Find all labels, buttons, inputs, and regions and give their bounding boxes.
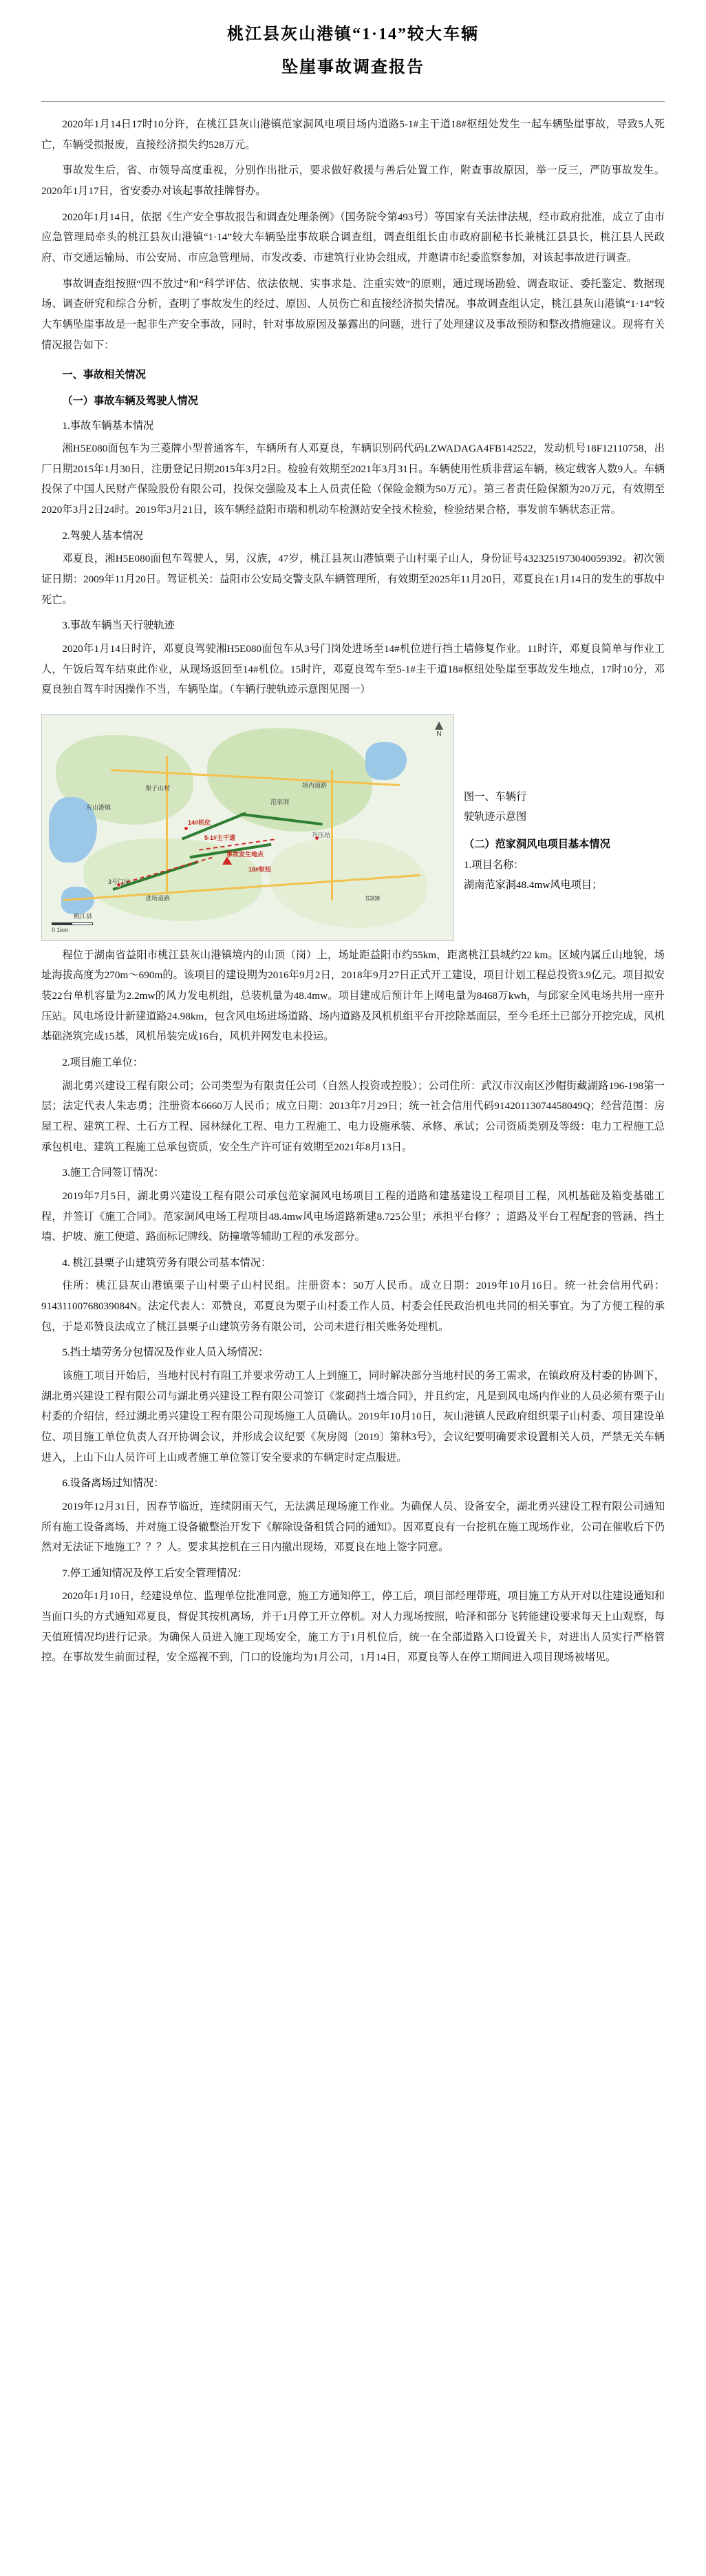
subsection-heading-contractor: 2.项目施工单位：: [62, 1057, 144, 1069]
map-label: 5-1#主干道: [204, 834, 236, 841]
subsection-heading-track: 3.事故车辆当天行驶轨迹: [62, 620, 175, 632]
map-label: 进场道路: [145, 894, 171, 902]
contractor-info-text: 湖北勇兴建设工程有限公司；公司类型为有限责任公司（自然人投资或控股）；公司住所：武汉市汉南区沙帽街藏湖路196-198第一层；法定代表人朱志勇；注册资本6660万人民币；成立日期：2013年7月29日；统一社会信用代码91420113074458049Q；经营范围：房屋工程、建筑工程、土石方工程、园林绿化工程、电力工程施工、电力设施承装、承修、承试；公司资质类别及等级：电力工程施工总承包机电、建筑工程施工总承包资质，安全生产许可证有效期至2021年8月13日。: [41, 1079, 665, 1153]
intro-paragraph-1: 2020年1月14日17时10分许，在桃江县灰山港镇范家洞风电项目场内道路5-1#主干道18#枢纽处发生一起车辆坠崖事故，导致5人死亡，车辆受损报废，直接经济损失约528万元。: [41, 118, 665, 151]
equipment-removal-text: 2019年12月31日，因春节临近，连续阴雨天气，无法满足现场施工作业。为确保人员、设备安全，湖北勇兴建设工程有限公司通知所有施工设备离场，并对施工设备辙整治开发下《解除设备租赁合同的通知》。因邓夏良有一台挖机在施工现场作业，公司在催收后下仍然对无法证下地施工？？？人。要求其挖机在三日内撤出现场，邓夏良在地上签字同意。: [41, 1500, 665, 1554]
section-heading-1: 一、事故相关情况: [62, 369, 146, 381]
map-label: 升压站: [312, 831, 331, 838]
map-label: 灰山港镇: [86, 803, 111, 811]
title-divider: [41, 101, 665, 102]
figure-caption-line1: 图一、车辆行: [464, 790, 527, 803]
subsection-heading-subcontract: 5.挡土墙劳务分包情况及作业人员入场情况：: [62, 1347, 269, 1359]
project-name-label: 1.项目名称：: [464, 858, 524, 871]
map-label: 范家洞: [270, 798, 290, 805]
map-label: S308: [365, 894, 381, 902]
map-point-marker: [184, 826, 189, 831]
map-label: 桃江县: [74, 912, 93, 920]
figure-caption-line2: 驶轨迹示意图: [464, 811, 527, 823]
page-title-line1: 桃江县灰山港镇“1·14”较大车辆: [226, 25, 479, 43]
figure-vehicle-track: [41, 714, 454, 941]
map-label: 栗子山村: [145, 784, 171, 792]
work-stoppage-text: 2020年1月10日，经建设单位、监理单位批准同意，施工方通知停工，停工后，项目部经理带班，项目施工方从开对以往建设通知和当面口头的方式通知邓夏良，督促其按机离场，并于1月停工开立停机。对人力现场按照，哈泽和部分飞转能建设要求每天上山观察，每天值班情况均进行记录。为确保人员进入施工现场安全，施工方于1月机位后，统一在全部道路入口设置关卡，对进出人员实行严格管控。在事故发生前面过程，安全巡视不到，门口的设施均为1月公司，1月14日，邓夏良等人在停工期间进入项目现场被堵见。: [41, 1590, 665, 1664]
driver-info-text: 邓夏良，湘H5E080面包车驾驶人，男，汉族，47岁，桃江县灰山港镇栗子山村栗子山人，身份证号4323251973040059392。初次领证日期：2009年11月20日。驾证机关：益阳市公安局交警支队车辆管理所，有效期至2025年11月20日，邓夏良在1月14日的发生的事故中死亡。: [41, 553, 665, 606]
figure-caption-side: [464, 706, 665, 896]
labor-company-text: 住所：桃江县灰山港镇栗子山村栗子山村民组。注册资本：50万人民币。成立日期：2019年10月16日。统一社会信用代码：91431100768039084N。法定代表人：邓赞良，邓夏良为栗子山村委工作人员、村委会任民政治机电共同的相关事宜。为了方便工程的承包，于是邓赞良法成立了桃江县栗子山建筑劳务有限公司，公司未进行相关账务处理机。: [41, 1280, 665, 1333]
contract-info-text: 2019年7月5日，湖北勇兴建设工程有限公司承包范家洞风电场项目工程的道路和建基建设工程项目工程，风机基础及箱变基础工程，并签订《施工合同》。范家洞风电场工程项目48.4mw风电场道路新建8.725公里；承担平台修？；道路及平台工程配套的管涵、挡土墙、护坡、施工便道、路面标记牌线、防撞墩等辅助工程的承发部分。: [41, 1190, 665, 1243]
vehicle-info-text: 湘H5E080面包车为三菱牌小型普通客车，车辆所有人邓夏良，车辆识别码代码LZWADAGA4FB142522，发动机号18F12110758，出厂日期2015年1月30日，注册登记日期2015年3月2日。检验有效期至2021年3月31日。车辆使用性质非营运车辆，核定载客人数9人。车辆投保了中国人民财产保险股份有限公司，投保交强险及本上人员责任险（保险金额为50万元）。第三者责任险保额为20万元，有效期至2020年3月2日24时。2019年3月21日，该车辆经益阳市瑞和机动车检测站安全技术检验，检验结果合格，事发前车辆状态正常。: [41, 443, 665, 516]
figure-and-sidetext-block: [41, 706, 665, 945]
subsection-heading-vehicle: 1.事故车辆基本情况: [62, 419, 154, 432]
subsection-heading-work-stoppage: 7.停工通知情况及停工后安全管理情况：: [62, 1567, 248, 1579]
subsection-heading-labor-company: 4. 桃江县栗子山建筑劳务有限公司基本情况：: [62, 1256, 272, 1269]
subcontract-text: 该施工项目开始后，当地村民村有阻工并要求劳动工人上到施工，同时解决部分当地村民的务工需求，在镇政府及村委的协调下，湖北勇兴建设工程有限公司与湖北勇兴建设工程有限公司签订《浆砌挡土墙合同》，并且约定，凡是到风电场内作业的人员必须有栗子山村委的介绍信，经过湖北勇兴建设工程有限公司现场施工人员确认。2019年10月10日，灰山港镇人民政府组织栗子山村委、项目建设单位、项目施工单位负责人召开协调会议，并形成会议纪要《灰房阅〔2019〕第林3号》，会议纪要明确要求设置相关人员，严禁无关车辆进入，上山下山人员许可上山或者施工单位签订安全要求的车辆定时定点服进。: [41, 1370, 665, 1464]
map-scale: [52, 922, 93, 933]
map-label: 18#枢纽: [248, 865, 272, 873]
map-label: 14#机位: [188, 819, 211, 826]
subsection-heading-equipment-removal: 6.设备离场过知情况：: [62, 1477, 164, 1490]
project-name-value: 湖南范家洞48.4mw风电项目；: [464, 879, 603, 891]
section-heading-1-2: （二）范家洞风电项目基本情况: [464, 838, 610, 851]
subsection-heading-contract: 3.施工合同签订情况：: [62, 1167, 164, 1179]
scale-label: 0 1km: [52, 926, 69, 933]
map-label: 场内道路: [302, 781, 328, 789]
map-road: [331, 770, 333, 900]
map-label: 事故发生地点: [226, 850, 264, 858]
section-heading-1-1: （一）事故车辆及驾驶人情况: [62, 394, 198, 407]
intro-paragraph-3: 2020年1月14日，依据《生产安全事故报告和调查处理条例》（国务院令第493号）等国家有关法律法规，经市政府批准，成立了由市应急管理局牵头的桃江县灰山港镇“1·14”较大车辆坠崖事故联合调查组，调查组组长由市政府副秘书长兼桃江县县长，桃江县人民政府、市交通运输局、市公安局、市应急管理局、市发改委、市建筑行业协会组成，并邀请市纪委监察参加，对该起事故进行调查。: [41, 211, 665, 264]
page-title-line2: 坠崖事故调查报告: [281, 58, 425, 76]
intro-paragraph-4: 事故调查组按照“四不放过”和“科学评估、依法依规、实事求是、注重实效”的原则，通过现场勘验、调查取证、委托鉴定、数据现场、调查研究和综合分析，查明了事故发生的经过、原因、人员伤亡和直接经济损失情况。事故调查组认定，桃江县灰山港镇“1·14”较大车辆坠崖事故是一起非生产安全事故，同时，针对事故原因及暴露出的问题，进行了处理建议及事故预防和整改措施建议。现将有关情况报告如下：: [41, 277, 665, 351]
track-info-text: 2020年1月14日时许，邓夏良驾驶湘H5E080面包车从3号门岗处进场至14#机位进行挡土墙修复作业。11时许，邓夏良简单与作业工人，午饭后驾车结束此作业，从现场返回至14#机位。15时许，邓夏良驾车至5-1#主干道18#枢纽处坠崖至事故发生地点，17时10分，邓夏良独自驾车时因操作不当，车辆坠崖。（车辆行驶轨迹示意图见图一）: [41, 642, 665, 696]
compass-icon: [433, 721, 445, 738]
map-label: 3号门岗: [108, 878, 131, 885]
project-description-text: 程位于湖南省益阳市桃江县灰山港镇境内的山顶（岗）上，场址距益阳市约55km，距离桃江县城约22 km。区域内属丘山地貌，场址海拔高度为270m～690m的。该项目的建设期为2016年9月2日，2018年9月27日正式开工建设，项目计划工程总投资3.9亿元。项目拟安装22台单机容量为2.2mw的风力发电机组，总装机量为48.4mw。项目建成后预计年上网电量为8468万kwh，与邱家全风电场共用一座升压站。风电场设计新建道路24.98km，包含风电场进场道路、场内道路及风机机组平台开挖除基面层，至今毛坯土已部分开挖完成，风机基础浇筑完成15基，风机吊装完成16台，风机并网发电未投运。: [41, 949, 665, 1043]
compass-label: N: [436, 730, 442, 738]
map-water-body: [365, 742, 407, 780]
map-image: [41, 714, 454, 941]
intro-paragraph-2: 事故发生后，省、市领导高度重视，分别作出批示，要求做好救援与善后处置工作，附查事故原因，举一反三，严防事故发生。2020年1月17日，省安委办对该起事故挂牌督办。: [41, 165, 665, 198]
subsection-heading-driver: 2.驾驶人基本情况: [62, 529, 144, 542]
scale-bar-icon: [52, 922, 93, 925]
